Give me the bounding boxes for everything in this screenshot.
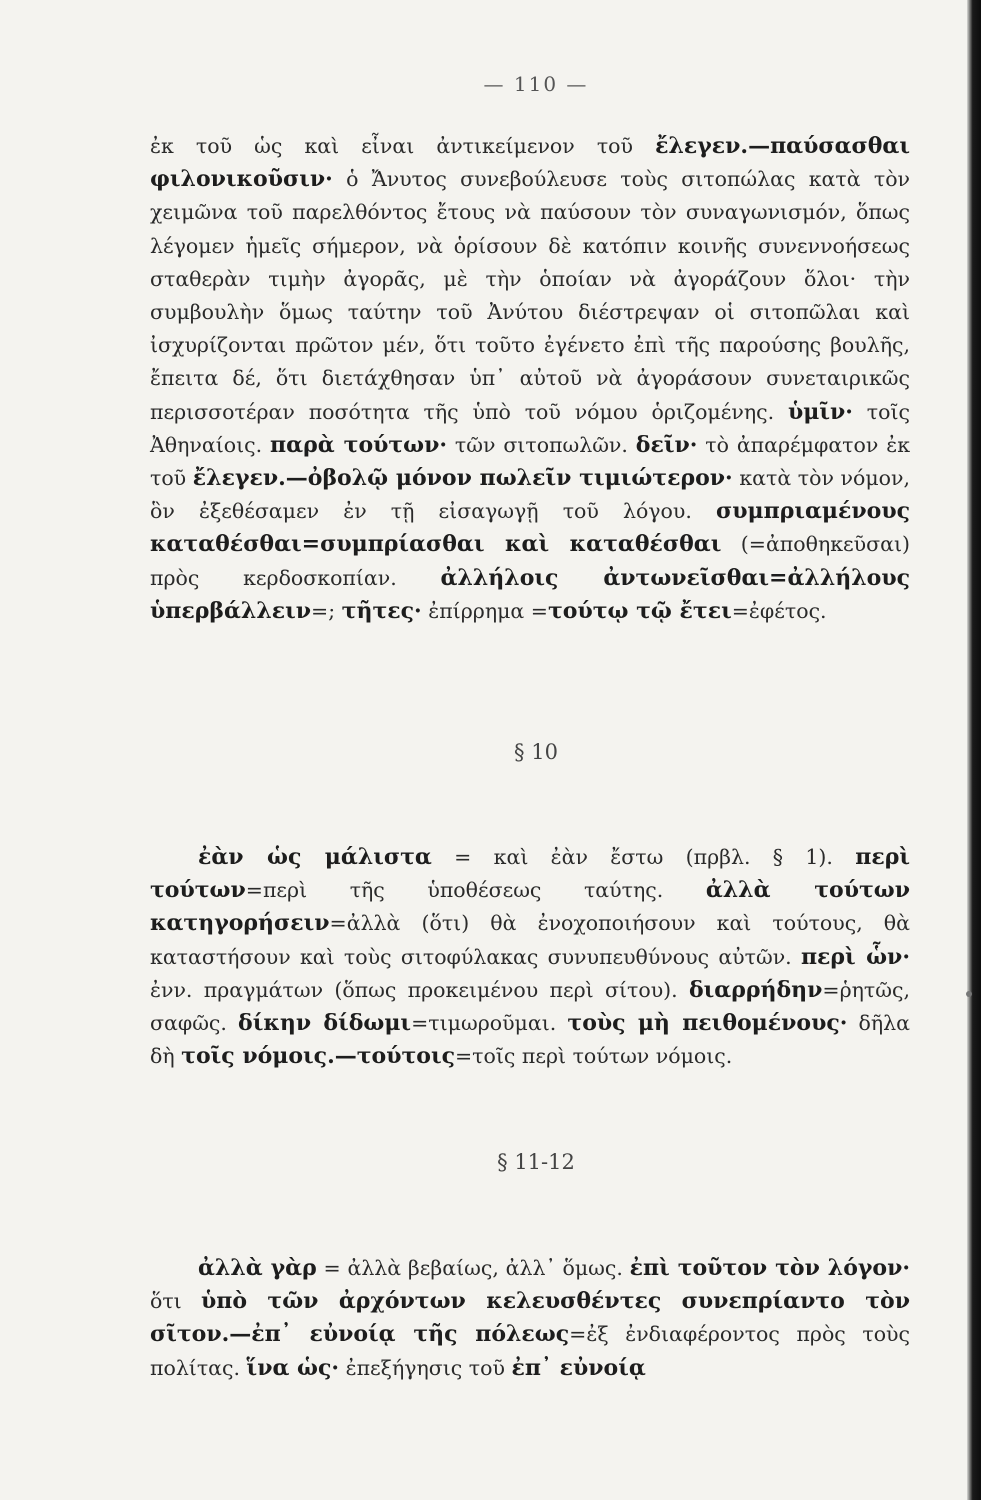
text-run: ἐνν. πραγμάτων (ὅπως προκειμένου περὶ σίτου). [150, 977, 689, 1002]
lemma: τούτῳ τῷ ἔτει [547, 597, 732, 624]
lemma: ἀλλὰ τούτων κατηγορήσειν [150, 877, 910, 937]
text-run: τῶν σιτοπωλῶν. [447, 432, 636, 457]
lemma: ἐπ᾽ εὐνοίᾳ [511, 1354, 646, 1381]
text-run: =τοῖς περὶ τούτων νόμοις. [455, 1044, 733, 1069]
section-heading-11-12: § 11-12 [497, 1150, 575, 1174]
lemma: συμπριαμένους καταθέσθαι=συμπρίασθαι καὶ καταθέσθαι [150, 498, 910, 558]
text-run: ἐκ τοῦ ὡς καὶ εἶναι ἀντικείμενον τοῦ [150, 134, 656, 158]
text-run: ἐπεξήγησις τοῦ [339, 1355, 512, 1380]
text-run: =ἐξ ἐνδιαφέροντος πρὸς τοὺς πολίτας. [150, 1322, 910, 1380]
text-run: (=ἀποθηκεῦσαι) πρὸς κερδοσκοπίαν. [150, 532, 910, 590]
text-run: =; [311, 598, 342, 623]
paragraph [150, 130, 910, 628]
lemma: τοῖς νόμοις.—τούτοις [181, 1043, 455, 1070]
lemma: ἐπὶ τοῦτον τὸν λόγον· [629, 1255, 910, 1281]
lemma: δίκην δίδωμι [238, 1010, 412, 1037]
text-run: τὸ ἀπαρέμφατον ἐκ τοῦ [150, 432, 911, 491]
text-run: ἐπίρρημα = [421, 598, 548, 623]
lemma: περὶ ὧν· [800, 943, 910, 970]
lemma: τῆτες· [341, 597, 422, 624]
commentary-block-section-10 [150, 841, 910, 1073]
text-run: =ἀλλὰ (ὅτι) θὰ ἐνοχοποιήσουν καὶ τούτους, θὰ καταστήσουν καὶ τοὺς σιτοφύλακας συνυπευθύνους αὐτῶν. [150, 911, 910, 969]
text-run: κατὰ τὸν νόμον, ὃν ἐξεθέσαμεν ἐν τῇ εἰσαγωγῇ τοῦ λόγου. [150, 466, 911, 524]
lemma: ὑμῖν· [787, 398, 853, 425]
text-run: ὁ Ἄνυτος συνεβούλευσε τοὺς σιτοπώλας κατὰ τὸν χειμῶνα τοῦ παρελθόντος ἔτους νὰ παύσουν τὸν συναγωνισμόν, ὅπως λέγομεν ἡμεῖς σήμερον, νὰ ὁρίσουν δὲ κατόπιν κοινῆς συνεννοήσεως σταθερὰν τιμὴν ἀγορᾶς, μὲ τὴν ὁποίαν νὰ ἀγοράζουν ὅλοι· τὴν συμβουλὴν ὅμως ταύτην τοῦ Ἀνύτου διέστρεψαν οἱ σιτοπῶλαι καὶ ἰσχυρίζονται πρῶτον μέν, ὅτι τοῦτο ἐγένετο ἐπὶ τῆς παρούσης βουλῆς, ἔπειτα δέ, ὅτι διετάχθησαν ὑπ᾽ αὐτοῦ νὰ ἀγοράσουν συνεταιρικῶς περισσοτέραν ποσότητα τῆς ὑπὸ τοῦ νόμου ὁριζομένης. [150, 167, 910, 424]
lemma: ἵνα ὡς· [246, 1354, 340, 1381]
text-run: =ἐφέτος. [731, 598, 827, 623]
commentary-block-section-11-12 [150, 1252, 910, 1385]
paragraph [150, 1252, 910, 1385]
text-run: = ἀλλὰ βεβαίως, ἀλλ᾽ ὅμως. [316, 1256, 630, 1280]
text-run: =τιμωροῦμαι. [411, 1011, 568, 1036]
text-run: ὅτι [150, 1289, 201, 1314]
lemma: περὶ τούτων [150, 844, 910, 904]
text-run: δῆλα δὴ [150, 1011, 910, 1069]
lemma: ἔλεγεν.—ὀβολῷ μόνον πωλεῖν τιμιώτερον· [192, 465, 733, 492]
lemma: ἀλλὰ γὰρ [198, 1255, 317, 1281]
stray-mark [966, 991, 972, 997]
lemma: ἐὰν ὡς μάλιστα [198, 844, 432, 870]
page-number: — 110 — [483, 72, 589, 96]
text-run: = καὶ ἐὰν ἔστω (πρβλ. § 1). [431, 845, 856, 869]
text-run: =περὶ τῆς ὑποθέσεως ταύτης. [245, 878, 706, 903]
paragraph [150, 841, 910, 1073]
lemma: ἔλεγεν.—παύσασθαι φιλονικοῦσιν· [150, 133, 910, 193]
lemma: παρὰ τούτων· [270, 431, 448, 458]
lemma: τοὺς μὴ πειθομένους· [567, 1010, 848, 1037]
lemma: δεῖν· [635, 431, 698, 458]
lemma: διαρρήδην [688, 976, 823, 1003]
text-run: =ῥητῶς, σαφῶς. [150, 977, 910, 1036]
text-run: τοῖς Ἀθηναίοις. [150, 399, 911, 457]
commentary-block-section-9 [150, 130, 910, 628]
lemma: ὑπὸ τῶν ἀρχόντων κελευσθέντες συνεπρίαντο τὸν σῖτον.—ἐπ᾽ εὐνοίᾳ τῆς πόλεως [150, 1288, 910, 1348]
lemma: ἀλλήλοις ἀντωνεῖσθαι=ἀλλήλους ὑπερβάλλειν [150, 564, 910, 624]
section-heading-10: § 10 [514, 740, 558, 764]
